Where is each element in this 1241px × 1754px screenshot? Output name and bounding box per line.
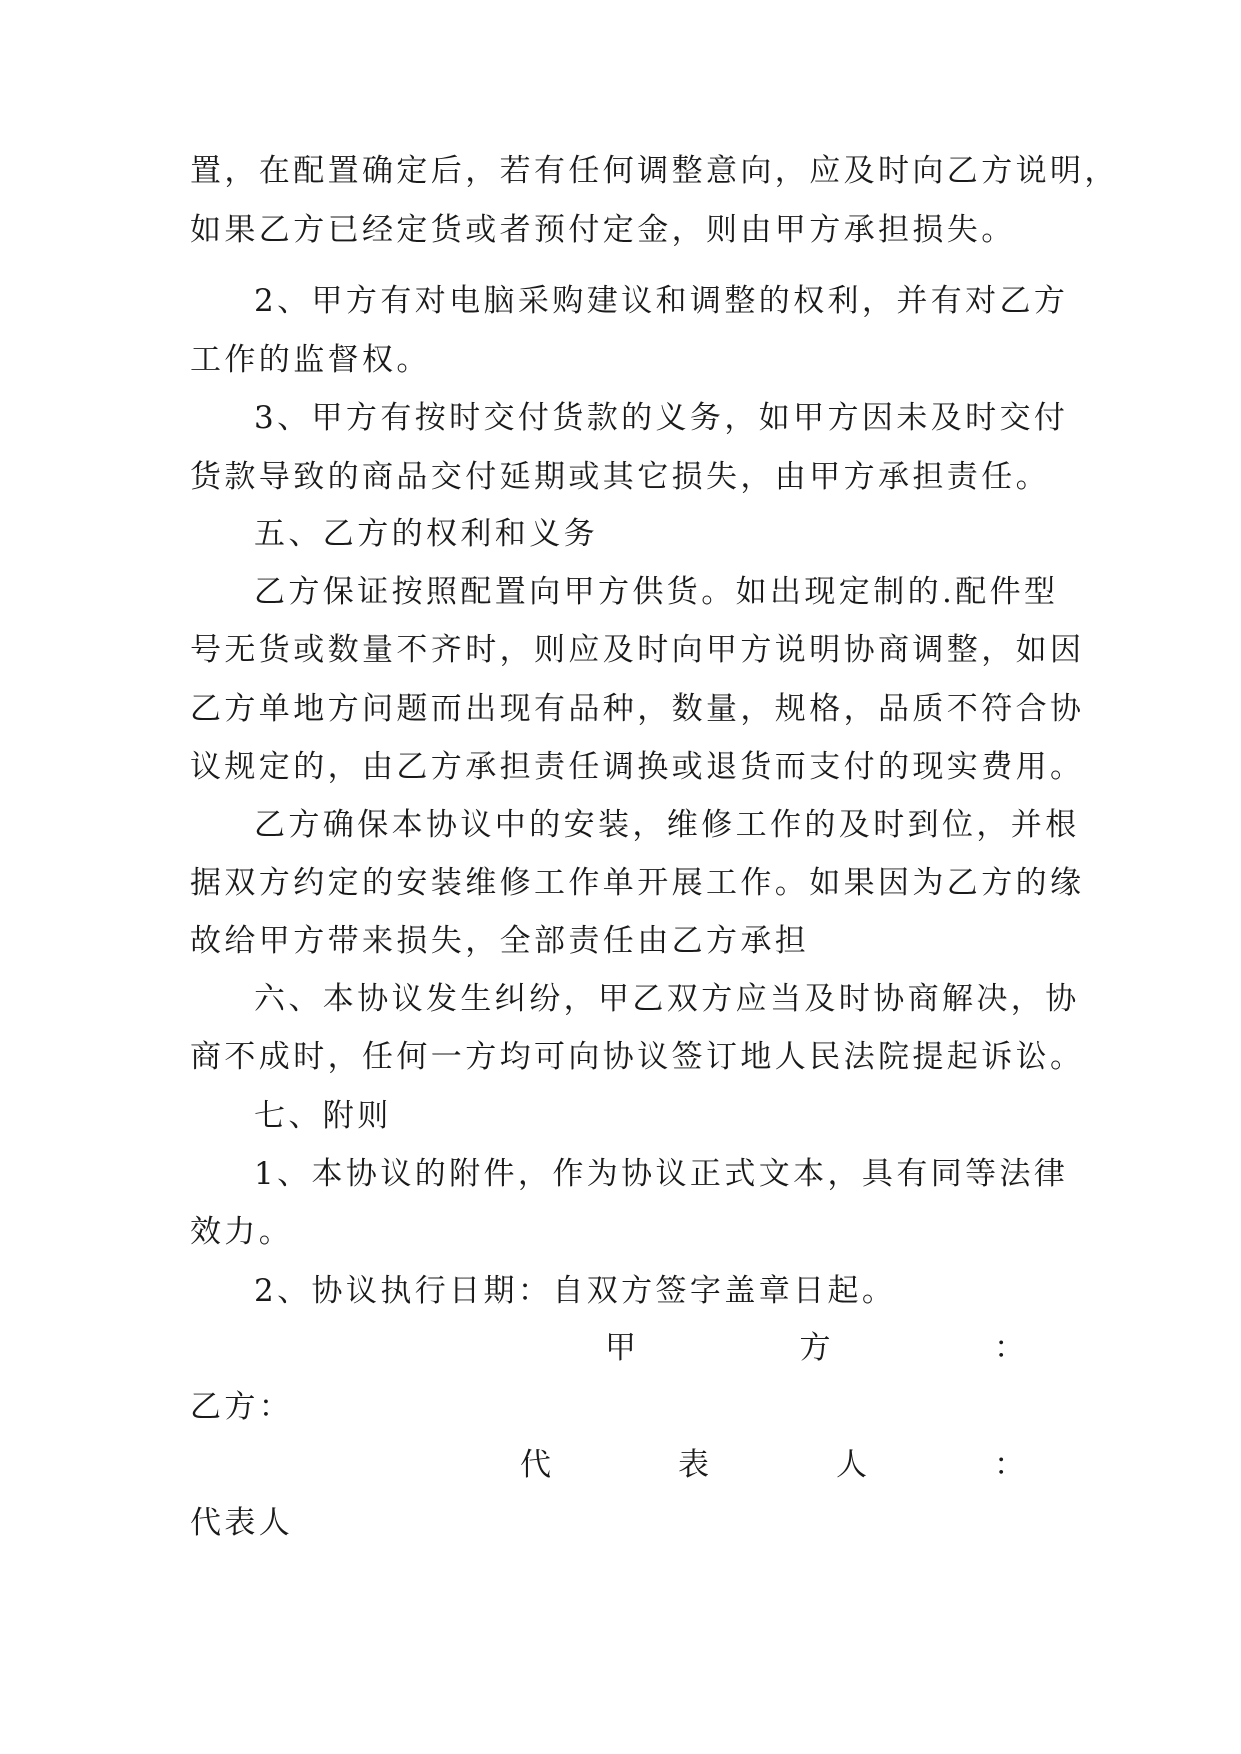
paragraph-line: 3、甲方有按时交付货款的义务，如甲方因未及时交付 [254,400,1069,436]
paragraph-line: 议规定的，由乙方承担责任调换或退货而支付的现实费用。 [190,749,1085,785]
paragraph-line: 据双方约定的安装维修工作单开展工作。如果因为乙方的缘 [190,865,1085,901]
paragraph-line: 乙方确保本协议中的安装，维修工作的及时到位，并根 [254,807,1080,843]
paragraph-line: 工作的监督权。 [190,342,431,378]
representative-a-char: 表 [678,1447,709,1483]
paragraph-line: 如果乙方已经定货或者预付定金，则由甲方承担损失。 [190,212,1016,248]
paragraph-line: 号无货或数量不齐时，则应及时向甲方说明协商调整，如因 [190,632,1085,668]
representative-a-colon: ： [994,1447,1025,1483]
party-a-colon: ： [994,1330,1025,1366]
party-a-char: 方 [799,1330,831,1366]
paragraph-line: 乙方保证按照配置向甲方供货。如出现定制的.配件型 [254,574,1059,610]
representative-a-char: 代 [520,1447,551,1483]
party-a-char: 甲 [605,1330,636,1366]
paragraph-line: 置，在配置确定后，若有任何调整意向，应及时向乙方说明， [190,153,1119,189]
paragraph-line: 2、甲方有对电脑采购建议和调整的权利，并有对乙方 [254,283,1069,319]
paragraph-line: 故给甲方带来损失，全部责任由乙方承担 [190,923,810,959]
representative-b-label: 代表人 [190,1505,294,1541]
party-a-label [605,1328,1025,1368]
paragraph-line: 乙方单地方问题而出现有品种，数量，规格，品质不符合协 [190,691,1085,727]
paragraph-line: 商不成时，任何一方均可向协议签订地人民法院提起诉讼。 [190,1039,1085,1075]
representative-a-label [520,1445,1025,1485]
representative-a-char: 人 [836,1447,867,1483]
section-heading: 七、附则 [254,1098,392,1134]
section-heading: 五、乙方的权利和义务 [254,516,598,552]
paragraph-line: 效力。 [190,1214,294,1250]
paragraph-line: 六、本协议发生纠纷，甲乙双方应当及时协商解决，协 [254,981,1080,1017]
paragraph-line: 货款导致的商品交付延期或其它损失，由甲方承担责任。 [190,459,1050,495]
paragraph-line: 1、本协议的附件，作为协议正式文本，具有同等法律 [254,1156,1069,1192]
paragraph-line: 2、协议执行日期：自双方签字盖章日起。 [254,1273,897,1309]
party-b-label: 乙方： [190,1389,294,1425]
